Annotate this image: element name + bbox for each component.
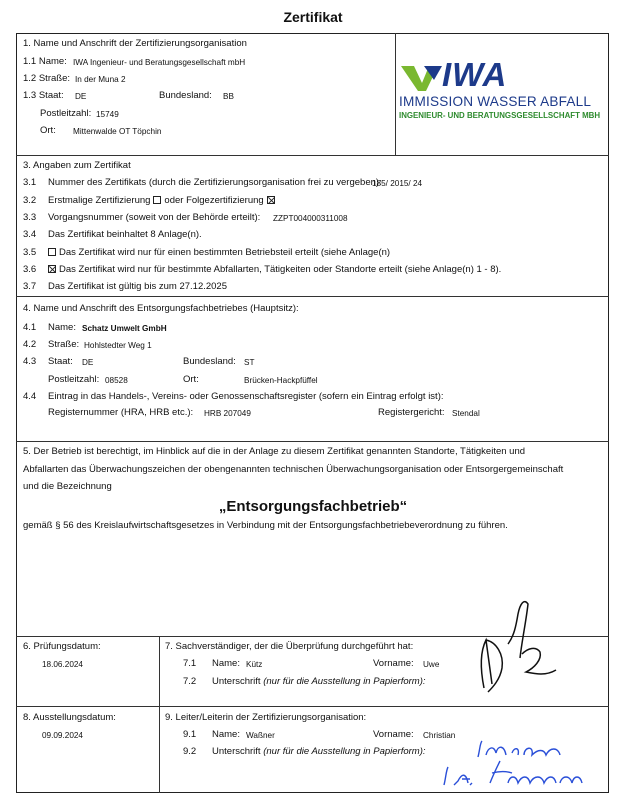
item-4-3-number: 4.3 — [23, 356, 37, 367]
section-5-line-2: Abfallarten das Überwachungszeichen der obengenannten technischen Überwachungsorganisation oder Entsorgergemeinschaft — [23, 464, 564, 475]
org-name-label: 1.1 Name: — [23, 56, 67, 67]
director-vorname-label: Vorname: — [373, 729, 414, 740]
item-3-3-text: Vorgangsnummer (soweit von der Behörde erteilt): — [48, 212, 261, 223]
item-3-2-number: 3.2 — [23, 195, 37, 206]
org-plz-value: 15749 — [96, 110, 119, 119]
director-vorname-value: Christian — [423, 731, 456, 740]
section-1-heading: 1. Name und Anschrift der Zertifizierungsorganisation — [23, 38, 247, 49]
initial-cert-label: Erstmalige Zertifizierung — [48, 195, 151, 206]
item-3-7-text: Das Zertifikat ist gültig bis zum 27.12.2025 — [48, 281, 228, 292]
divider — [16, 441, 609, 442]
issue-date-label: 8. Ausstellungsdatum: — [23, 712, 116, 723]
followup-cert-checkbox — [267, 196, 275, 204]
director-signature — [434, 733, 594, 793]
section-4-heading: 4. Name und Anschrift des Entsorgungsfachbetriebes (Hauptsitz): — [23, 303, 299, 314]
org-bundesland-label: Bundesland: — [159, 90, 212, 101]
company-plz-value: 08528 — [105, 376, 128, 385]
item-9-1-number: 9.1 — [183, 729, 197, 740]
item-3-6-text — [45, 264, 501, 276]
signature-word: Unterschrift — [212, 746, 261, 757]
register-number-value: HRB 207049 — [204, 409, 251, 418]
page-title: Zertifikat — [283, 9, 343, 25]
signature-note: (nur für die Ausstellung in Papierform): — [263, 676, 426, 687]
expert-signature-label — [212, 676, 426, 688]
org-street-label: 1.2 Straße: — [23, 73, 70, 84]
divider — [16, 706, 609, 707]
iwa-logo — [398, 56, 608, 125]
company-street-value: Hohlstedter Weg 1 — [84, 341, 152, 350]
company-name-label: Name: — [48, 322, 76, 333]
section-5-line-1: 5. Der Betrieb ist berechtigt, im Hinblick auf die in der Anlage zu diesem Zertifikat genannten Standorte, Tätigkeiten und — [23, 446, 526, 457]
designation-title: „Entsorgungsfachbetrieb“ — [218, 498, 408, 515]
director-name-label: Name: — [212, 729, 240, 740]
followup-cert-label: oder Folgezertifizierung — [164, 195, 264, 206]
inspection-date-label: 6. Prüfungsdatum: — [23, 641, 101, 652]
expert-name-label: Name: — [212, 658, 240, 669]
section-5-line-3: und die Bezeichnung — [23, 481, 112, 492]
process-number-value: ZZPT004000311008 — [273, 214, 348, 223]
divider — [159, 636, 160, 793]
item-3-4-number: 3.4 — [23, 229, 37, 240]
director-signature-label — [212, 746, 426, 758]
divider — [16, 155, 609, 156]
item-3-5-label: Das Zertifikat wird nur für einen bestimmten Betriebsteil erteilt (siehe Anlage(n) — [59, 247, 391, 258]
item-3-5-checkbox — [48, 248, 56, 256]
certificate-number-value: 185/ 2015/ 24 — [372, 179, 423, 188]
company-bundesland-label: Bundesland: — [183, 356, 236, 367]
company-plz-label: Postleitzahl: — [48, 374, 100, 385]
item-3-1-number: 3.1 — [23, 177, 37, 188]
company-ort-label: Ort: — [183, 374, 199, 385]
expert-name-value: Kütz — [246, 660, 263, 669]
item-3-6-number: 3.6 — [23, 264, 37, 275]
item-3-6-checkbox — [48, 265, 56, 273]
section-7-heading: 7. Sachverständiger, der die Überprüfung durchgeführt hat: — [165, 641, 414, 652]
initial-cert-checkbox — [153, 196, 161, 204]
org-name-value: IWA Ingenieur- und Beratungsgesellschaft mbH — [73, 58, 246, 67]
director-name-value: Waßner — [246, 731, 275, 740]
inspection-date-value: 18.06.2024 — [42, 660, 83, 669]
item-3-5-number: 3.5 — [23, 247, 37, 258]
item-3-6-label: Das Zertifikat wird nur für bestimmte Abfallarten, Tätigkeiten oder Standorte erteilt (siehe Anlage(n) 1 - 8). — [59, 264, 502, 275]
divider — [395, 33, 396, 155]
company-ort-value: Brücken-Hackpfüffel — [244, 376, 318, 385]
expert-vorname-value: Uwe — [423, 660, 440, 669]
org-street-value: In der Muna 2 — [75, 75, 126, 84]
org-bundesland-value: BB — [223, 92, 234, 101]
item-3-5-text — [45, 247, 390, 259]
org-state-label: 1.3 Staat: — [23, 90, 64, 101]
item-4-4-number: 4.4 — [23, 391, 37, 402]
company-state-label: Staat: — [48, 356, 73, 367]
item-4-4-text: Eintrag in das Handels-, Vereins- oder Genossenschaftsregister (sofern ein Eintrag erfolgt ist): — [48, 391, 444, 402]
item-4-1-number: 4.1 — [23, 322, 37, 333]
expert-signature — [470, 596, 580, 706]
item-3-4-text: Das Zertifikat beinhaltet 8 Anlage(n). — [48, 229, 202, 240]
item-9-2-number: 9.2 — [183, 746, 197, 757]
item-7-1-number: 7.1 — [183, 658, 197, 669]
item-3-2-text — [48, 195, 278, 207]
signature-note: (nur für die Ausstellung in Papierform): — [263, 746, 426, 757]
register-number-label: Registernummer (HRA, HRB etc.): — [48, 407, 194, 418]
item-7-2-number: 7.2 — [183, 676, 197, 687]
register-court-label: Registergericht: — [378, 407, 445, 418]
company-name-value: Schatz Umwelt GmbH — [82, 324, 167, 333]
company-street-label: Straße: — [48, 339, 80, 350]
section-9-heading: 9. Leiter/Leiterin der Zertifizierungsorganisation: — [165, 712, 367, 723]
company-state-value: DE — [82, 358, 94, 367]
item-3-7-number: 3.7 — [23, 281, 37, 292]
org-state-value: DE — [75, 92, 87, 101]
section-3-heading: 3. Angaben zum Zertifikat — [23, 160, 131, 171]
org-plz-label: Postleitzahl: — [40, 108, 92, 119]
divider — [16, 296, 609, 297]
item-3-3-number: 3.3 — [23, 212, 37, 223]
org-ort-label: Ort: — [40, 125, 56, 136]
iwa-logo-text: IWA — [442, 56, 508, 93]
register-court-value: Stendal — [452, 409, 480, 418]
item-3-1-text: Nummer des Zertifikats (durch die Zertifizierungsorganisation frei zu vergeben): — [48, 177, 382, 188]
section-5-line-4: gemäß § 56 des Kreislaufwirtschaftsgesetzes in Verbindung mit der Entsorgungsfachbetriebeverordnung zu führen. — [23, 520, 508, 531]
company-bundesland-value: ST — [244, 358, 255, 367]
expert-vorname-label: Vorname: — [373, 658, 414, 669]
issue-date-value: 09.09.2024 — [42, 731, 83, 740]
signature-word: Unterschrift — [212, 676, 261, 687]
logo-line-2: INGENIEUR- UND BERATUNGSGESELLSCHAFT MBH — [399, 111, 601, 120]
logo-line-1: IMMISSION WASSER ABFALL — [399, 94, 592, 109]
item-4-2-number: 4.2 — [23, 339, 37, 350]
org-ort-value: Mittenwalde OT Töpchin — [73, 127, 162, 136]
